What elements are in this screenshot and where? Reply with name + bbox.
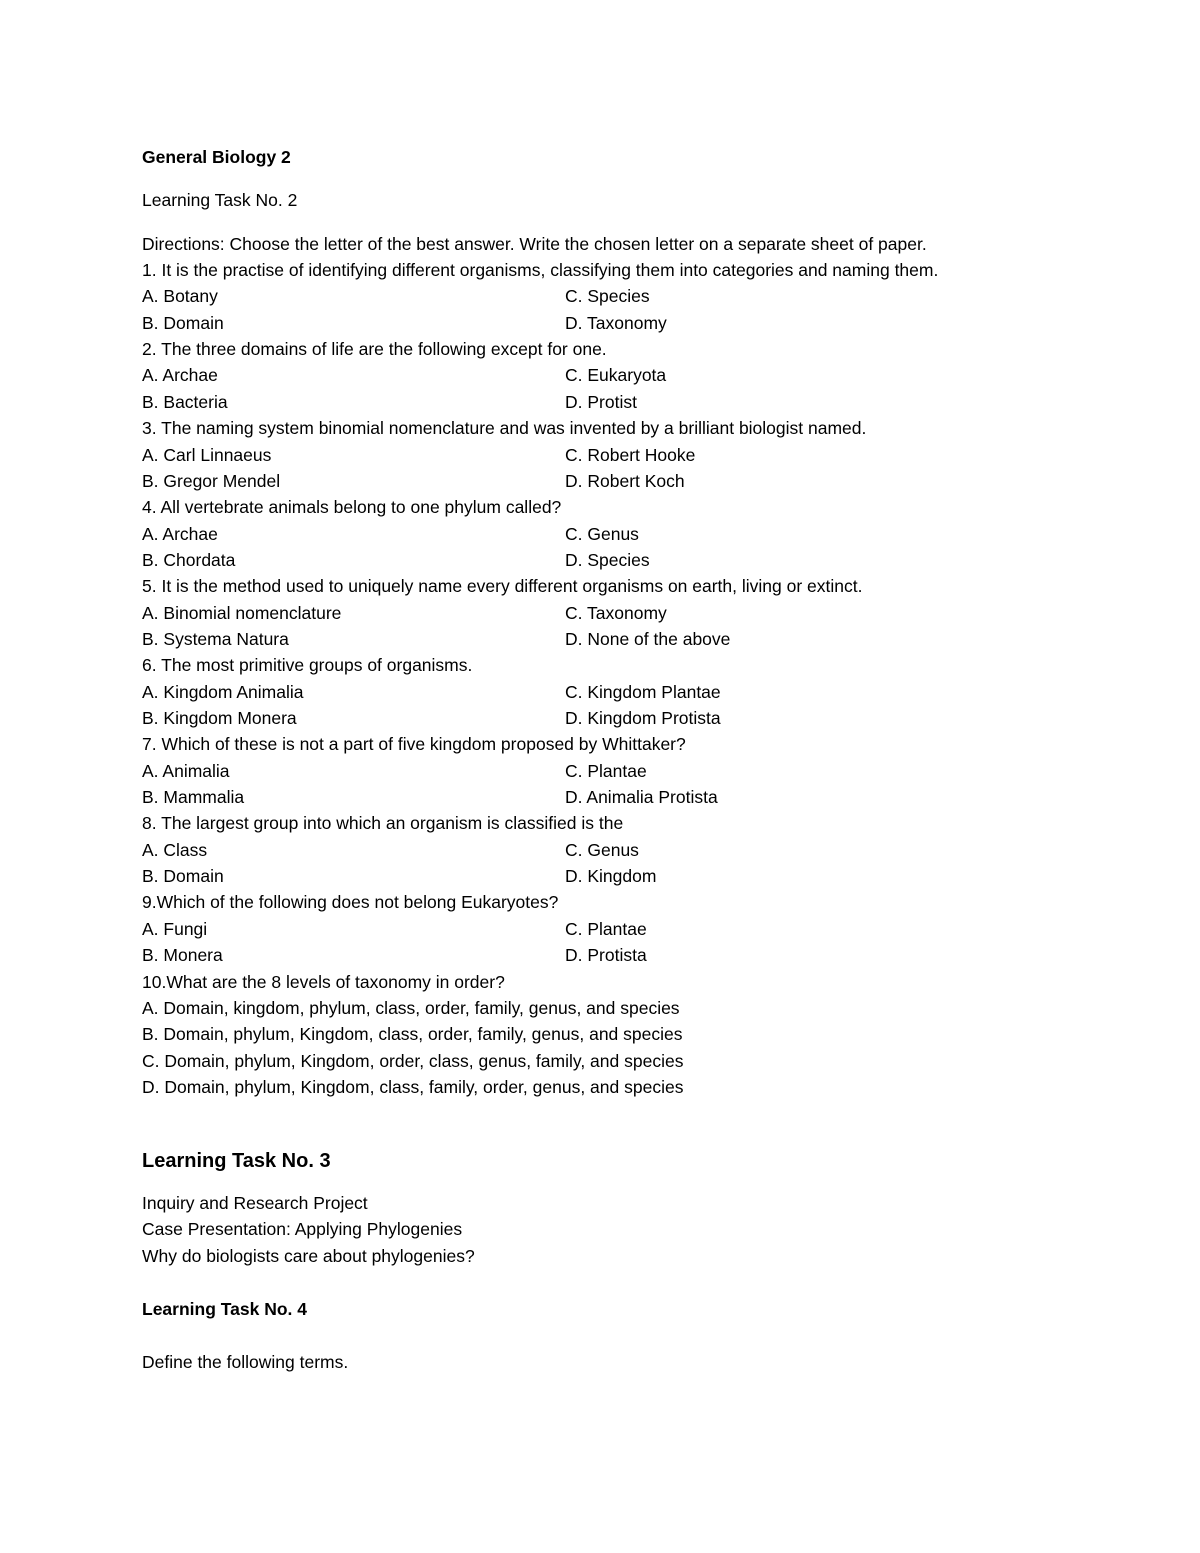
option-c: C. Genus [565, 523, 639, 544]
question-stem: 3. The naming system binomial nomenclature and was invented by a brilliant biologist named. [142, 418, 867, 439]
option-a: A. Binomial nomenclature [142, 602, 342, 623]
document-title: General Biology 2 [142, 147, 291, 167]
option-a: A. Archae [142, 365, 218, 386]
option-d: D. Kingdom Protista [565, 708, 721, 728]
task3-line: Why do biologists care about phylogenies? [142, 1246, 475, 1266]
option-b: B. Domain [142, 866, 224, 887]
option-d: D. Animalia Protista [565, 787, 718, 807]
option-b: B. Bacteria [142, 391, 228, 412]
option-b: B. Kingdom Monera [142, 708, 297, 728]
task3-line: Inquiry and Research Project [142, 1193, 368, 1213]
option-a: A. Kingdom Animalia [142, 681, 304, 702]
option-d: D. Taxonomy [565, 312, 667, 333]
option-b: B. Domain [142, 312, 224, 333]
option-c: C. Taxonomy [565, 602, 667, 623]
question-stem: 7. Which of these is not a part of five kingdom proposed by Whittaker? [142, 734, 686, 755]
option-b: B. Systema Natura [142, 628, 289, 649]
option-d: D. Protista [565, 945, 647, 966]
option-a: A. Botany [142, 286, 218, 307]
directions: Directions: Choose the letter of the best answer. Write the chosen letter on a separate sheet of paper. [142, 234, 927, 254]
question-stem: 10.What are the 8 levels of taxonomy in order? [142, 971, 505, 992]
option-line: C. Domain, phylum, Kingdom, order, class, genus, family, and species [142, 1050, 684, 1071]
task3-heading: Learning Task No. 3 [142, 1150, 331, 1172]
option-b: B. Chordata [142, 549, 236, 570]
option-b: B. Mammalia [142, 787, 245, 807]
question-stem: 6. The most primitive groups of organisms. [142, 655, 473, 676]
option-c: C. Kingdom Plantae [565, 681, 721, 702]
option-d: D. Protist [565, 391, 637, 412]
question-stem: 2. The three domains of life are the following except for one. [142, 339, 607, 360]
option-a: A. Carl Linnaeus [142, 444, 272, 465]
question-stem: 5. It is the method used to uniquely name every different organisms on earth, living or extinct. [142, 576, 863, 597]
option-a: A. Animalia [142, 760, 230, 781]
option-b: B. Monera [142, 945, 223, 966]
option-c: C. Plantae [565, 760, 647, 781]
question-stem: 1. It is the practise of identifying different organisms, classifying them into categories and naming them. [142, 260, 939, 280]
option-b: B. Gregor Mendel [142, 470, 281, 491]
task4-heading: Learning Task No. 4 [142, 1299, 307, 1319]
task3-line: Case Presentation: Applying Phylogenies [142, 1219, 463, 1239]
option-a: A. Archae [142, 523, 218, 544]
option-line: D. Domain, phylum, Kingdom, class, family, order, genus, and species [142, 1076, 684, 1097]
question-stem: 9.Which of the following does not belong Eukaryotes? [142, 892, 559, 913]
option-d: D. Kingdom [565, 866, 657, 887]
option-line: A. Domain, kingdom, phylum, class, order, family, genus, and species [142, 997, 680, 1018]
option-c: C. Plantae [565, 918, 647, 939]
option-d: D. Robert Koch [565, 470, 685, 491]
option-c: C. Robert Hooke [565, 444, 696, 465]
task2-heading: Learning Task No. 2 [142, 190, 298, 210]
task4-text: Define the following terms. [142, 1352, 349, 1372]
option-a: A. Fungi [142, 918, 208, 939]
question-stem: 8. The largest group into which an organism is classified is the [142, 813, 624, 834]
option-c: C. Species [565, 286, 650, 307]
option-c: C. Eukaryota [565, 365, 667, 386]
option-a: A. Class [142, 839, 208, 860]
option-d: D. Species [565, 549, 650, 570]
option-c: C. Genus [565, 839, 639, 860]
option-d: D. None of the above [565, 628, 731, 649]
option-line: B. Domain, phylum, Kingdom, class, order, family, genus, and species [142, 1024, 683, 1045]
question-stem: 4. All vertebrate animals belong to one phylum called? [142, 497, 562, 518]
